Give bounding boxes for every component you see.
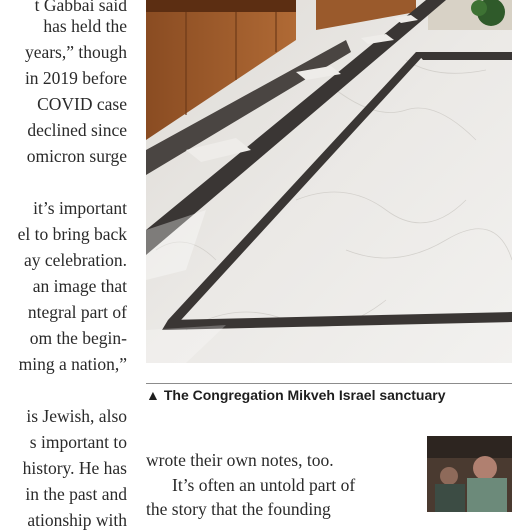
right-text-line: the story that the founding xyxy=(146,499,331,519)
left-text-line: ming a nation,” xyxy=(18,354,127,374)
left-text-line: history. He has xyxy=(22,458,127,478)
left-text-line: years,” though xyxy=(24,42,127,62)
caption-triangle-icon: ▲ xyxy=(146,387,160,403)
left-text-column xyxy=(0,0,127,530)
sanctuary-photo xyxy=(146,0,512,363)
right-text-line: It’s often an untold part of xyxy=(172,475,356,495)
inset-photo-illustration xyxy=(427,436,512,512)
left-text-line: ay celebration. xyxy=(23,250,127,270)
left-text-line: has held the xyxy=(43,16,127,36)
left-text-line: el to bring back xyxy=(17,224,127,244)
photo-caption xyxy=(146,386,512,404)
left-text-line: t Gabbai said xyxy=(34,0,127,15)
inset-photo xyxy=(427,436,512,512)
left-text-line: an image that xyxy=(32,276,127,296)
left-text-line: is Jewish, also xyxy=(26,406,127,426)
left-text-line: ationship with xyxy=(27,510,127,530)
sanctuary-floor-illustration xyxy=(146,0,512,363)
left-text-line: COVID case xyxy=(37,94,127,114)
left-text-line: om the begin- xyxy=(29,328,127,348)
left-text-line: s important to xyxy=(29,432,127,452)
left-text-line: ntegral part of xyxy=(27,302,127,322)
left-text-line: declined since xyxy=(27,120,127,140)
left-text-line: omicron surge xyxy=(26,146,127,166)
caption-text: The Congregation Mikveh Israel sanctuary xyxy=(163,387,446,403)
left-text-line: it’s important xyxy=(33,198,127,218)
left-text-line: in the past and xyxy=(25,484,127,504)
right-text-line: wrote their own notes, too. xyxy=(146,450,334,470)
caption-rule xyxy=(146,383,512,384)
left-text-line: in 2019 before xyxy=(24,68,127,88)
